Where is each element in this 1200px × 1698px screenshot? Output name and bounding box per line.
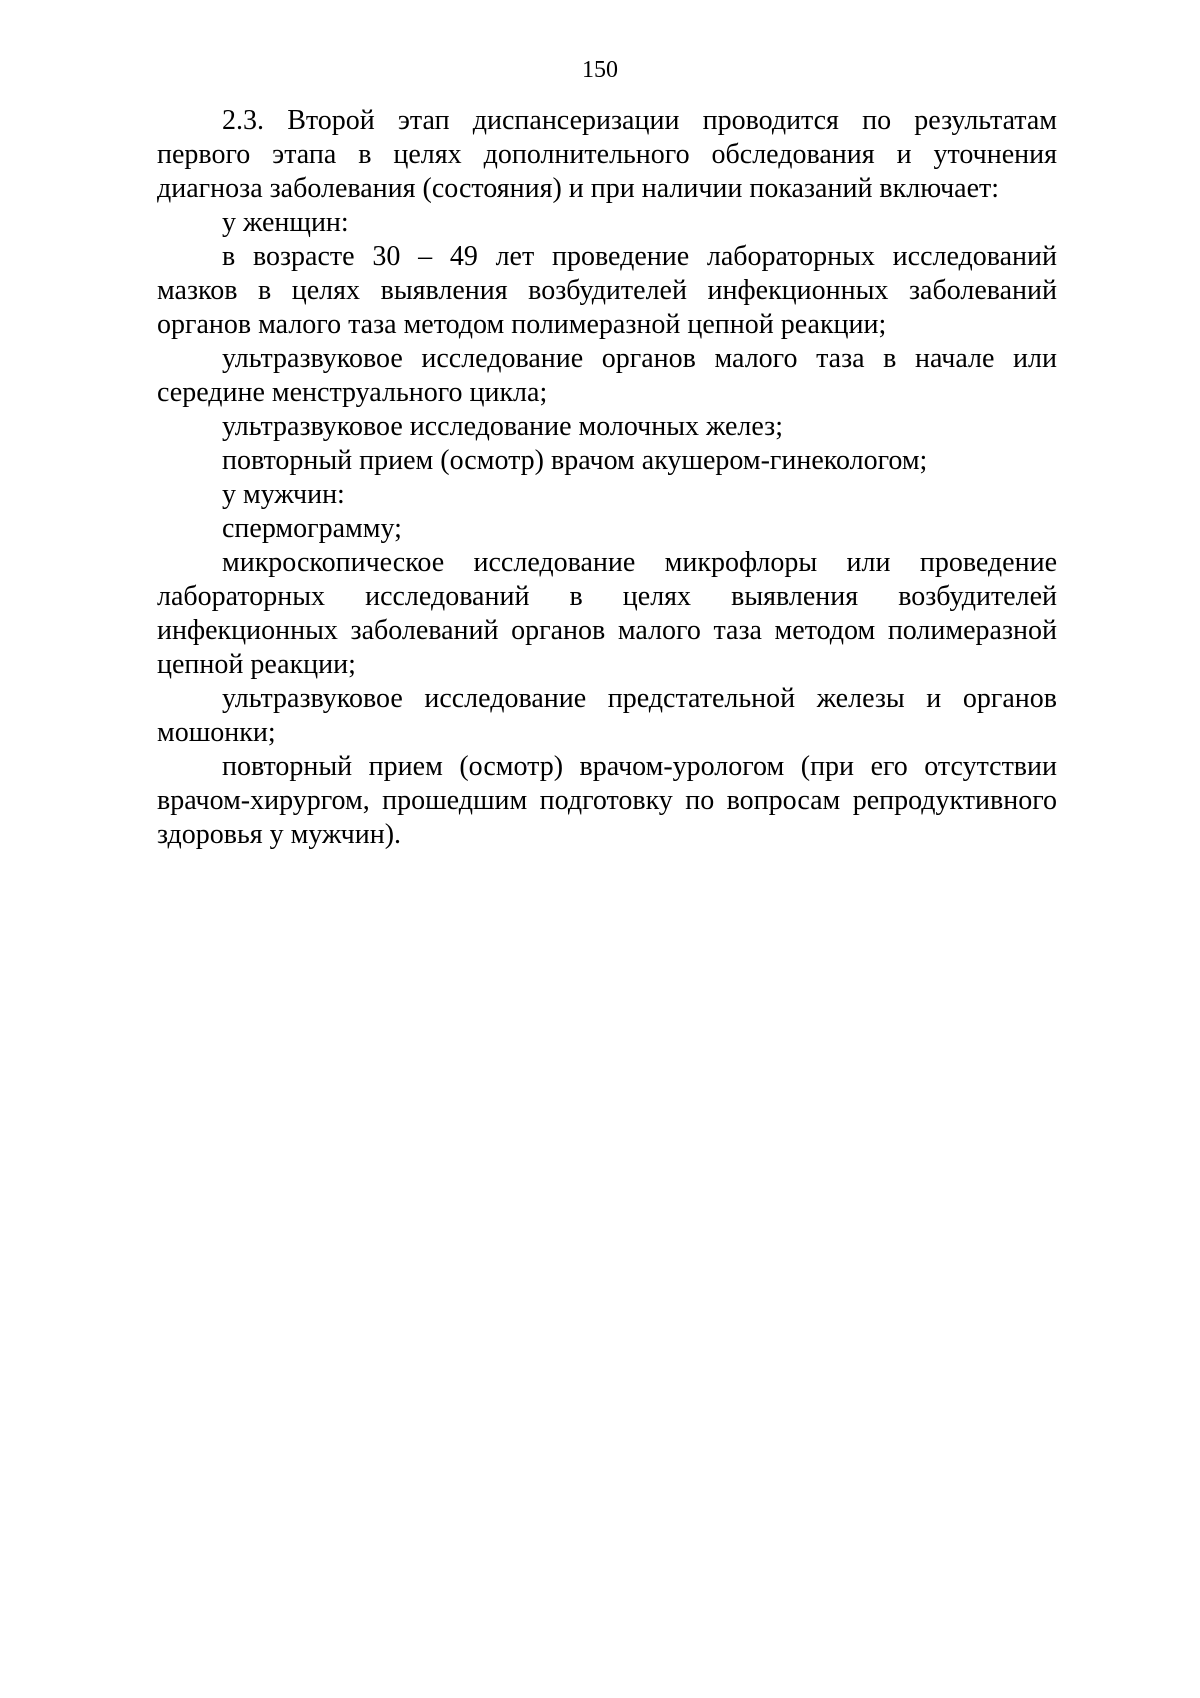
paragraph-women-lab-tests: в возрасте 30 – 49 лет проведение лабораторных исследований мазков в целях выявления возбудителей инфекционных заболеваний органов малого таза методом полимеразной цепной реакции; (157, 241, 1057, 340)
page-number: 150 (582, 57, 618, 83)
paragraph-men-spermogram: спермограмму; (222, 513, 402, 544)
paragraph-intro: 2.3. Второй этап диспансеризации проводится по результатам первого этапа в целях дополнительного обследования и уточнения диагноза заболевания (состояния) и при наличии показаний включает: (157, 105, 1057, 204)
paragraph-men-header: у мужчин: (222, 479, 345, 510)
paragraph-women-ultrasound-breast: ультразвуковое исследование молочных желез; (222, 411, 784, 442)
paragraph-men-repeat-exam: повторный прием (осмотр) врачом-урологом (при его отсутствии врачом-хирургом, прошедшим подготовку по вопросам репродуктивного здоровья у мужчин). (157, 751, 1057, 850)
paragraph-men-ultrasound: ультразвуковое исследование предстательной железы и органов мошонки; (157, 683, 1057, 748)
paragraph-women-header: у женщин: (222, 207, 349, 238)
document-body (157, 104, 1057, 852)
paragraph-women-ultrasound-pelvic: ультразвуковое исследование органов малого таза в начале или середине менструального цикла; (157, 343, 1057, 408)
paragraph-women-repeat-exam: повторный прием (осмотр) врачом акушером-гинекологом; (222, 445, 928, 476)
paragraph-men-microscopy: микроскопическое исследование микрофлоры или проведение лабораторных исследований в целях выявления возбудителей инфекционных заболеваний органов малого таза методом полимеразной цепной реакции; (157, 547, 1057, 680)
